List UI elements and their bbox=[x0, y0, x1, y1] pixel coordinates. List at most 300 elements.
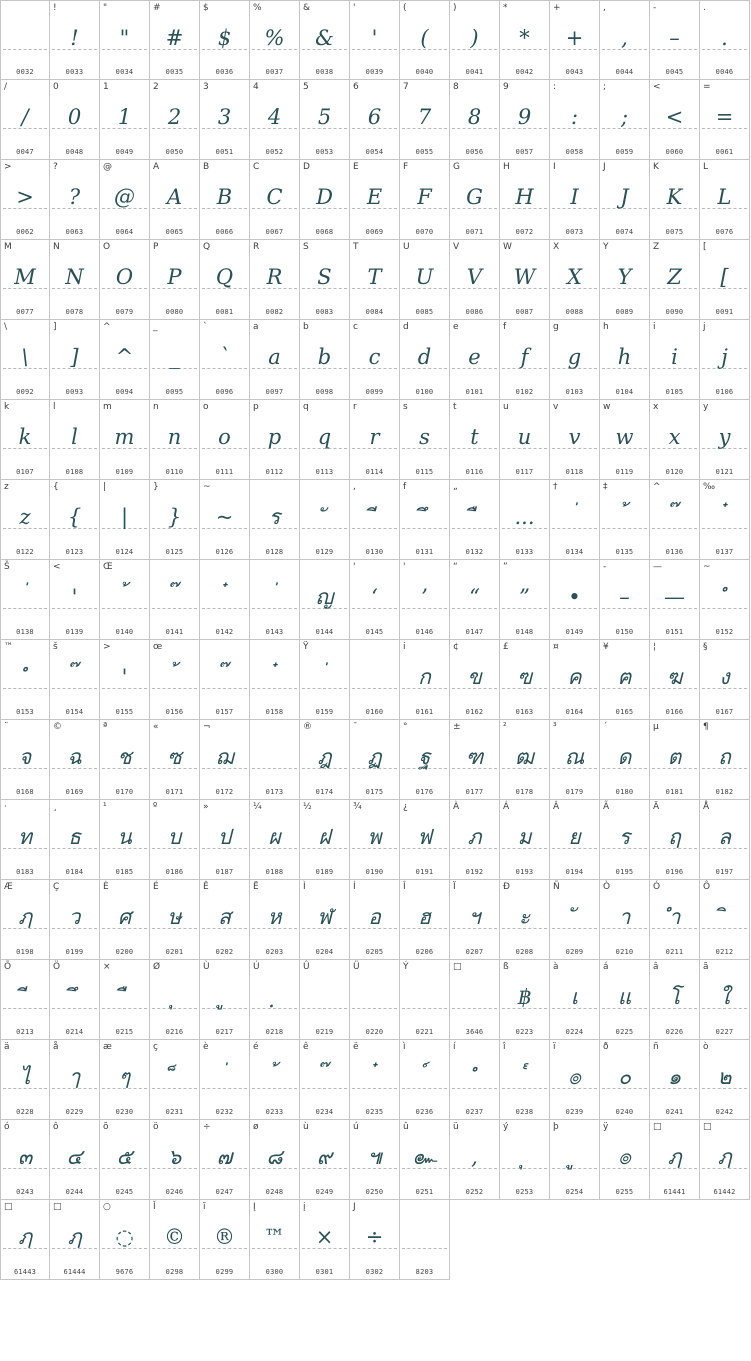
glyph-key-char: M bbox=[4, 242, 12, 252]
glyph-cell bbox=[0, 640, 50, 720]
glyph-code: 0120 bbox=[665, 468, 684, 476]
glyph-key-char: A bbox=[153, 162, 160, 172]
glyph-sample: Y bbox=[617, 265, 632, 289]
glyph-sample: y bbox=[718, 425, 731, 449]
glyph-cell bbox=[350, 1120, 400, 1200]
glyph-cell bbox=[200, 720, 250, 800]
glyph-key-char: ° bbox=[403, 722, 408, 732]
glyph-code: 0059 bbox=[615, 148, 634, 156]
glyph-sample: f bbox=[520, 345, 529, 369]
glyph-cell bbox=[150, 880, 200, 960]
glyph-code: 0149 bbox=[565, 628, 584, 636]
glyph-sample: Q bbox=[215, 265, 234, 289]
glyph-key-char: B bbox=[203, 162, 210, 172]
glyph-code: 0128 bbox=[265, 548, 284, 556]
glyph-code: 0092 bbox=[16, 388, 34, 396]
glyph-cell bbox=[250, 1200, 300, 1280]
glyph-cell bbox=[200, 80, 250, 160]
glyph-cell bbox=[600, 160, 650, 240]
glyph-key-char: á bbox=[603, 962, 609, 972]
glyph-cell bbox=[550, 320, 600, 400]
glyph-sample: ! bbox=[70, 26, 79, 50]
glyph-sample bbox=[300, 504, 349, 530]
glyph-code: 0108 bbox=[65, 468, 84, 476]
glyph-key-char: ò bbox=[703, 1042, 709, 1052]
glyph-code: 0238 bbox=[515, 1108, 534, 1116]
glyph-code: 0302 bbox=[365, 1268, 384, 1276]
glyph-key-char: ® bbox=[303, 722, 312, 732]
glyph-cell bbox=[500, 800, 550, 880]
glyph-sample bbox=[500, 1144, 549, 1170]
glyph-cell bbox=[200, 240, 250, 320]
glyph-cell bbox=[100, 80, 150, 160]
glyph-code: 0163 bbox=[515, 708, 534, 716]
glyph-key-char: ¯ bbox=[353, 722, 358, 732]
glyph-sample: D bbox=[316, 185, 333, 209]
glyph-key-char: Q bbox=[203, 242, 211, 252]
glyph-sample: ฮ bbox=[418, 905, 431, 929]
glyph-cell bbox=[200, 1040, 250, 1120]
glyph-cell bbox=[350, 560, 400, 640]
glyph-cell bbox=[200, 960, 250, 1040]
glyph-key-char: X bbox=[553, 242, 560, 252]
glyph-code: 61443 bbox=[13, 1268, 37, 1276]
glyph-sample: ๘ bbox=[266, 1145, 283, 1169]
glyph-code: 0090 bbox=[665, 308, 684, 316]
glyph-sample: ๆ bbox=[118, 1065, 131, 1089]
glyph-key-char: Å bbox=[703, 802, 710, 812]
glyph-cell bbox=[450, 0, 500, 80]
glyph-cell bbox=[350, 960, 400, 1040]
glyph-cell bbox=[250, 800, 300, 880]
glyph-code: 0061 bbox=[715, 148, 734, 156]
glyph-code: 0204 bbox=[315, 948, 334, 956]
glyph-code: 0129 bbox=[315, 548, 334, 556]
glyph-cell bbox=[600, 960, 650, 1040]
glyph-cell bbox=[150, 560, 200, 640]
glyph-key-char: Æ bbox=[4, 882, 13, 892]
glyph-code: 0206 bbox=[415, 948, 434, 956]
glyph-code: 0043 bbox=[565, 68, 584, 76]
glyph-cell bbox=[600, 400, 650, 480]
glyph-sample: ฑ bbox=[465, 745, 484, 769]
glyph-code: 0051 bbox=[215, 148, 234, 156]
glyph-cell bbox=[250, 1120, 300, 1200]
glyph-sample: U bbox=[415, 265, 434, 289]
glyph-key-char: § bbox=[703, 642, 708, 652]
glyph-sample: x bbox=[668, 425, 681, 449]
glyph-sample bbox=[150, 984, 199, 1010]
glyph-cell bbox=[650, 480, 700, 560]
glyph-key-char: ¿ bbox=[403, 802, 408, 812]
glyph-sample: n bbox=[167, 425, 182, 449]
glyph-key-char: < bbox=[653, 82, 661, 92]
glyph-code: 0075 bbox=[665, 228, 684, 236]
glyph-cell bbox=[550, 1040, 600, 1120]
glyph-sample: บ bbox=[167, 825, 182, 849]
glyph-code: 0036 bbox=[215, 68, 234, 76]
glyph-code: 0211 bbox=[665, 948, 684, 956]
glyph-code: 0185 bbox=[115, 868, 134, 876]
glyph-sample: ม bbox=[517, 825, 532, 849]
glyph-code: 0175 bbox=[365, 788, 384, 796]
glyph-cell bbox=[150, 80, 200, 160]
glyph-code: 0102 bbox=[515, 388, 534, 396]
baseline-guide bbox=[352, 1008, 397, 1009]
glyph-cell bbox=[550, 400, 600, 480]
glyph-key-char: “ bbox=[453, 562, 458, 572]
glyph-sample: ฅ bbox=[617, 665, 632, 689]
glyph-sample: + bbox=[565, 26, 584, 50]
glyph-sample: } bbox=[167, 505, 182, 529]
glyph-cell bbox=[350, 320, 400, 400]
glyph-sample: 1 bbox=[117, 105, 132, 129]
glyph-code: 0096 bbox=[215, 388, 234, 396]
glyph-code: 0079 bbox=[115, 308, 134, 316]
glyph-code: 0083 bbox=[315, 308, 334, 316]
glyph-key-char: N bbox=[53, 242, 60, 252]
glyph-sample bbox=[200, 664, 249, 690]
glyph-sample: ฆ bbox=[666, 665, 683, 689]
glyph-code: 0115 bbox=[415, 468, 434, 476]
glyph-key-char: b bbox=[303, 322, 309, 332]
glyph-key-char: k bbox=[4, 402, 10, 412]
glyph-code: 0054 bbox=[365, 148, 384, 156]
glyph-cell bbox=[150, 1040, 200, 1120]
glyph-code: 0236 bbox=[415, 1108, 434, 1116]
glyph-sample: ฯ bbox=[468, 905, 481, 929]
glyph-sample: ฦ bbox=[18, 905, 32, 929]
glyph-sample bbox=[50, 984, 99, 1010]
glyph-cell bbox=[100, 480, 150, 560]
glyph-sample: m bbox=[114, 425, 135, 449]
glyph-code: 0176 bbox=[415, 788, 434, 796]
glyph-code: 0142 bbox=[215, 628, 234, 636]
glyph-sample: Z bbox=[667, 265, 682, 289]
glyph-sample bbox=[550, 1144, 599, 1170]
glyph-key-char: õ bbox=[103, 1122, 109, 1132]
glyph-cell bbox=[600, 480, 650, 560]
glyph-key-char: O bbox=[103, 242, 111, 252]
glyph-key-char: ï bbox=[553, 1042, 556, 1052]
glyph-sample bbox=[250, 584, 299, 610]
glyph-sample: ะ bbox=[518, 905, 531, 929]
glyph-cell bbox=[700, 0, 750, 80]
glyph-sample: p bbox=[267, 425, 282, 449]
glyph-sample bbox=[300, 664, 349, 690]
glyph-sample bbox=[100, 984, 149, 1010]
glyph-sample: ฦ bbox=[717, 1145, 732, 1169]
glyph-cell bbox=[50, 0, 100, 80]
glyph-code: 0110 bbox=[165, 468, 184, 476]
glyph-key-char: ¼ bbox=[253, 802, 262, 812]
glyph-key-char: x bbox=[653, 402, 659, 412]
glyph-cell bbox=[500, 1040, 550, 1120]
glyph-code: 0233 bbox=[265, 1108, 284, 1116]
glyph-cell bbox=[100, 960, 150, 1040]
glyph-cell bbox=[700, 960, 750, 1040]
glyph-sample: ย bbox=[568, 825, 581, 849]
glyph-cell bbox=[0, 480, 50, 560]
glyph-cell bbox=[200, 1120, 250, 1200]
glyph-key-char: i bbox=[653, 322, 656, 332]
glyph-key-char: ; bbox=[603, 82, 607, 92]
glyph-code: 0121 bbox=[715, 468, 734, 476]
glyph-key-char: 7 bbox=[403, 82, 409, 92]
glyph-code: 0094 bbox=[115, 388, 134, 396]
glyph-key-char: ø bbox=[253, 1122, 259, 1132]
glyph-sample: / bbox=[21, 105, 29, 129]
glyph-sample: ญ bbox=[315, 585, 334, 609]
glyph-sample: _ bbox=[169, 345, 180, 369]
glyph-cell bbox=[150, 480, 200, 560]
glyph-sample: ' bbox=[121, 665, 128, 689]
glyph-sample: ' bbox=[71, 585, 78, 609]
glyph-sample: ’ bbox=[421, 585, 428, 609]
glyph-cell bbox=[650, 720, 700, 800]
glyph-key-char: ÷ bbox=[203, 1122, 211, 1132]
glyph-cell bbox=[350, 400, 400, 480]
glyph-key-char: ] bbox=[53, 322, 57, 332]
glyph-cell bbox=[100, 1120, 150, 1200]
glyph-key-char: I bbox=[553, 162, 556, 172]
glyph-code: 0064 bbox=[115, 228, 134, 236]
glyph-sample: W bbox=[513, 265, 536, 289]
glyph-key-char: J bbox=[353, 1202, 356, 1212]
glyph-cell bbox=[200, 160, 250, 240]
glyph-cell bbox=[0, 960, 50, 1040]
glyph-cell bbox=[650, 560, 700, 640]
glyph-key-char: Ï bbox=[453, 882, 456, 892]
glyph-code: 0223 bbox=[515, 1028, 534, 1036]
glyph-key-char: † bbox=[553, 482, 558, 492]
glyph-cell bbox=[500, 560, 550, 640]
glyph-code: 0152 bbox=[715, 628, 734, 636]
glyph-key-char: n bbox=[153, 402, 159, 412]
glyph-cell bbox=[250, 80, 300, 160]
glyph-code: 0205 bbox=[365, 948, 384, 956]
glyph-sample: พ bbox=[367, 825, 382, 849]
glyph-sample bbox=[650, 504, 699, 530]
glyph-key-char: „ bbox=[453, 482, 458, 492]
glyph-cell bbox=[450, 1120, 500, 1200]
glyph-sample: ' bbox=[371, 26, 378, 50]
glyph-key-char: ` bbox=[203, 322, 208, 332]
glyph-key-char: Ô bbox=[703, 882, 711, 892]
glyph-code: 0154 bbox=[65, 708, 84, 716]
glyph-cell bbox=[600, 320, 650, 400]
glyph-sample: ฎ bbox=[317, 745, 332, 769]
glyph-code: 0255 bbox=[615, 1188, 634, 1196]
glyph-cell bbox=[300, 880, 350, 960]
glyph-key-char: æ bbox=[103, 1042, 112, 1052]
glyph-sample: ฟ bbox=[417, 825, 432, 849]
glyph-code: 0190 bbox=[365, 868, 384, 876]
glyph-cell bbox=[350, 480, 400, 560]
glyph-code: 0119 bbox=[615, 468, 634, 476]
glyph-key-char: ' bbox=[403, 562, 406, 572]
glyph-sample bbox=[450, 504, 499, 530]
glyph-cell bbox=[0, 160, 50, 240]
glyph-sample bbox=[1, 584, 49, 610]
baseline-guide bbox=[3, 49, 47, 50]
glyph-cell bbox=[200, 880, 250, 960]
glyph-key-char: å bbox=[53, 1042, 59, 1052]
glyph-cell bbox=[350, 80, 400, 160]
glyph-code: 0231 bbox=[165, 1108, 184, 1116]
glyph-cell bbox=[650, 80, 700, 160]
glyph-key-char: Õ bbox=[4, 962, 12, 972]
glyph-sample: < bbox=[665, 105, 684, 129]
glyph-sample bbox=[550, 904, 599, 930]
glyph-cell bbox=[100, 1040, 150, 1120]
glyph-code: 0063 bbox=[65, 228, 84, 236]
glyph-sample: ฌ bbox=[215, 745, 234, 769]
glyph-key-char: [ bbox=[703, 242, 707, 252]
glyph-code: 0165 bbox=[615, 708, 634, 716]
glyph-key-char: ^ bbox=[103, 322, 111, 332]
glyph-key-char: c bbox=[353, 322, 358, 332]
glyph-cell bbox=[150, 160, 200, 240]
glyph-cell bbox=[700, 720, 750, 800]
glyph-cell bbox=[650, 800, 700, 880]
glyph-cell bbox=[550, 640, 600, 720]
glyph-sample: แ bbox=[617, 985, 632, 1009]
glyph-code: 0230 bbox=[115, 1108, 134, 1116]
glyph-key-char: ± bbox=[453, 722, 461, 732]
glyph-key-char: p bbox=[253, 402, 259, 412]
glyph-key-char: 0 bbox=[53, 82, 59, 92]
glyph-cell bbox=[250, 0, 300, 80]
glyph-sample: b bbox=[317, 345, 332, 369]
glyph-code: 0147 bbox=[465, 628, 484, 636]
glyph-sample: g bbox=[567, 345, 582, 369]
glyph-cell bbox=[50, 240, 100, 320]
glyph-code: 0047 bbox=[16, 148, 34, 156]
glyph-sample: ๐ bbox=[618, 1065, 631, 1089]
glyph-cell bbox=[600, 880, 650, 960]
glyph-key-char: Œ bbox=[103, 562, 113, 572]
glyph-key-char: é bbox=[253, 1042, 259, 1052]
glyph-key-char: j bbox=[703, 322, 706, 332]
glyph-cell bbox=[500, 0, 550, 80]
glyph-code: 0050 bbox=[165, 148, 184, 156]
glyph-code: 0164 bbox=[565, 708, 584, 716]
glyph-sample bbox=[350, 504, 399, 530]
glyph-sample: i bbox=[671, 345, 678, 369]
glyph-cell bbox=[700, 800, 750, 880]
glyph-code: 0068 bbox=[315, 228, 334, 236]
glyph-code: 0123 bbox=[65, 548, 84, 556]
glyph-code: 0107 bbox=[16, 468, 34, 476]
glyph-cell bbox=[100, 160, 150, 240]
glyph-code: 0139 bbox=[65, 628, 84, 636]
glyph-code: 0114 bbox=[365, 468, 384, 476]
glyph-cell bbox=[400, 80, 450, 160]
glyph-sample: { bbox=[67, 505, 82, 529]
glyph-sample bbox=[150, 664, 199, 690]
glyph-sample: ๒ bbox=[717, 1065, 732, 1089]
glyph-key-char: d bbox=[403, 322, 409, 332]
glyph-code: 0188 bbox=[265, 868, 284, 876]
glyph-cell bbox=[500, 640, 550, 720]
glyph-code: 0035 bbox=[165, 68, 184, 76]
glyph-key-char: ~ bbox=[203, 482, 211, 492]
glyph-code: 0155 bbox=[115, 708, 134, 716]
glyph-cell bbox=[450, 960, 500, 1040]
glyph-sample bbox=[200, 984, 249, 1010]
glyph-cell bbox=[50, 1040, 100, 1120]
glyph-key-char: e bbox=[453, 322, 459, 332]
glyph-cell bbox=[350, 1200, 400, 1280]
glyph-code: 0209 bbox=[565, 948, 584, 956]
glyph-code: 0069 bbox=[365, 228, 384, 236]
glyph-sample: ร bbox=[268, 505, 281, 529]
glyph-sample: ๙ bbox=[316, 1145, 333, 1169]
glyph-cell bbox=[50, 1120, 100, 1200]
glyph-key-char: Ö bbox=[53, 962, 61, 972]
glyph-sample: ฦ bbox=[667, 1145, 682, 1169]
baseline-guide bbox=[302, 1008, 347, 1009]
glyph-key-char: £ bbox=[503, 642, 509, 652]
glyph-cell bbox=[250, 880, 300, 960]
glyph-cell bbox=[350, 640, 400, 720]
glyph-cell bbox=[450, 1040, 500, 1120]
glyph-cell bbox=[300, 160, 350, 240]
glyph-cell bbox=[550, 0, 600, 80]
glyph-cell bbox=[600, 240, 650, 320]
glyph-code: 0116 bbox=[465, 468, 484, 476]
glyph-key-char: û bbox=[403, 1122, 409, 1132]
glyph-sample: ซ bbox=[167, 745, 182, 769]
glyph-key-char: ÿ bbox=[603, 1122, 609, 1132]
glyph-sample: ) bbox=[470, 26, 479, 50]
glyph-key-char: Į bbox=[253, 1202, 256, 1212]
glyph-key-char: ñ bbox=[653, 1042, 659, 1052]
glyph-code: 0067 bbox=[265, 228, 284, 236]
glyph-code: 0249 bbox=[315, 1188, 334, 1196]
glyph-cell bbox=[50, 1200, 100, 1280]
glyph-code: 0052 bbox=[265, 148, 284, 156]
glyph-code: 0167 bbox=[715, 708, 734, 716]
glyph-cell bbox=[350, 0, 400, 80]
glyph-key-char: : bbox=[553, 82, 557, 92]
glyph-code: 0202 bbox=[215, 948, 234, 956]
glyph-key-char: l bbox=[53, 402, 56, 412]
glyph-cell bbox=[300, 1120, 350, 1200]
glyph-cell bbox=[300, 80, 350, 160]
glyph-sample: v bbox=[568, 425, 581, 449]
glyph-sample: ๔ bbox=[66, 1145, 83, 1169]
glyph-code: 0070 bbox=[415, 228, 434, 236]
glyph-sample: j bbox=[721, 345, 728, 369]
glyph-cell bbox=[50, 800, 100, 880]
glyph-code: 0180 bbox=[615, 788, 634, 796]
glyph-cell bbox=[650, 640, 700, 720]
glyph-cell bbox=[400, 960, 450, 1040]
glyph-sample: K bbox=[666, 185, 683, 209]
glyph-code: 0081 bbox=[215, 308, 234, 316]
glyph-cell bbox=[0, 560, 50, 640]
baseline-guide bbox=[252, 768, 297, 769]
glyph-key-char: į bbox=[303, 1202, 306, 1212]
glyph-cell bbox=[100, 800, 150, 880]
glyph-key-char: □ bbox=[653, 1122, 662, 1132]
glyph-cell bbox=[500, 880, 550, 960]
glyph-sample: ๗ bbox=[216, 1145, 233, 1169]
glyph-code: 0171 bbox=[165, 788, 184, 796]
glyph-key-char: Ĭ bbox=[153, 1202, 156, 1212]
